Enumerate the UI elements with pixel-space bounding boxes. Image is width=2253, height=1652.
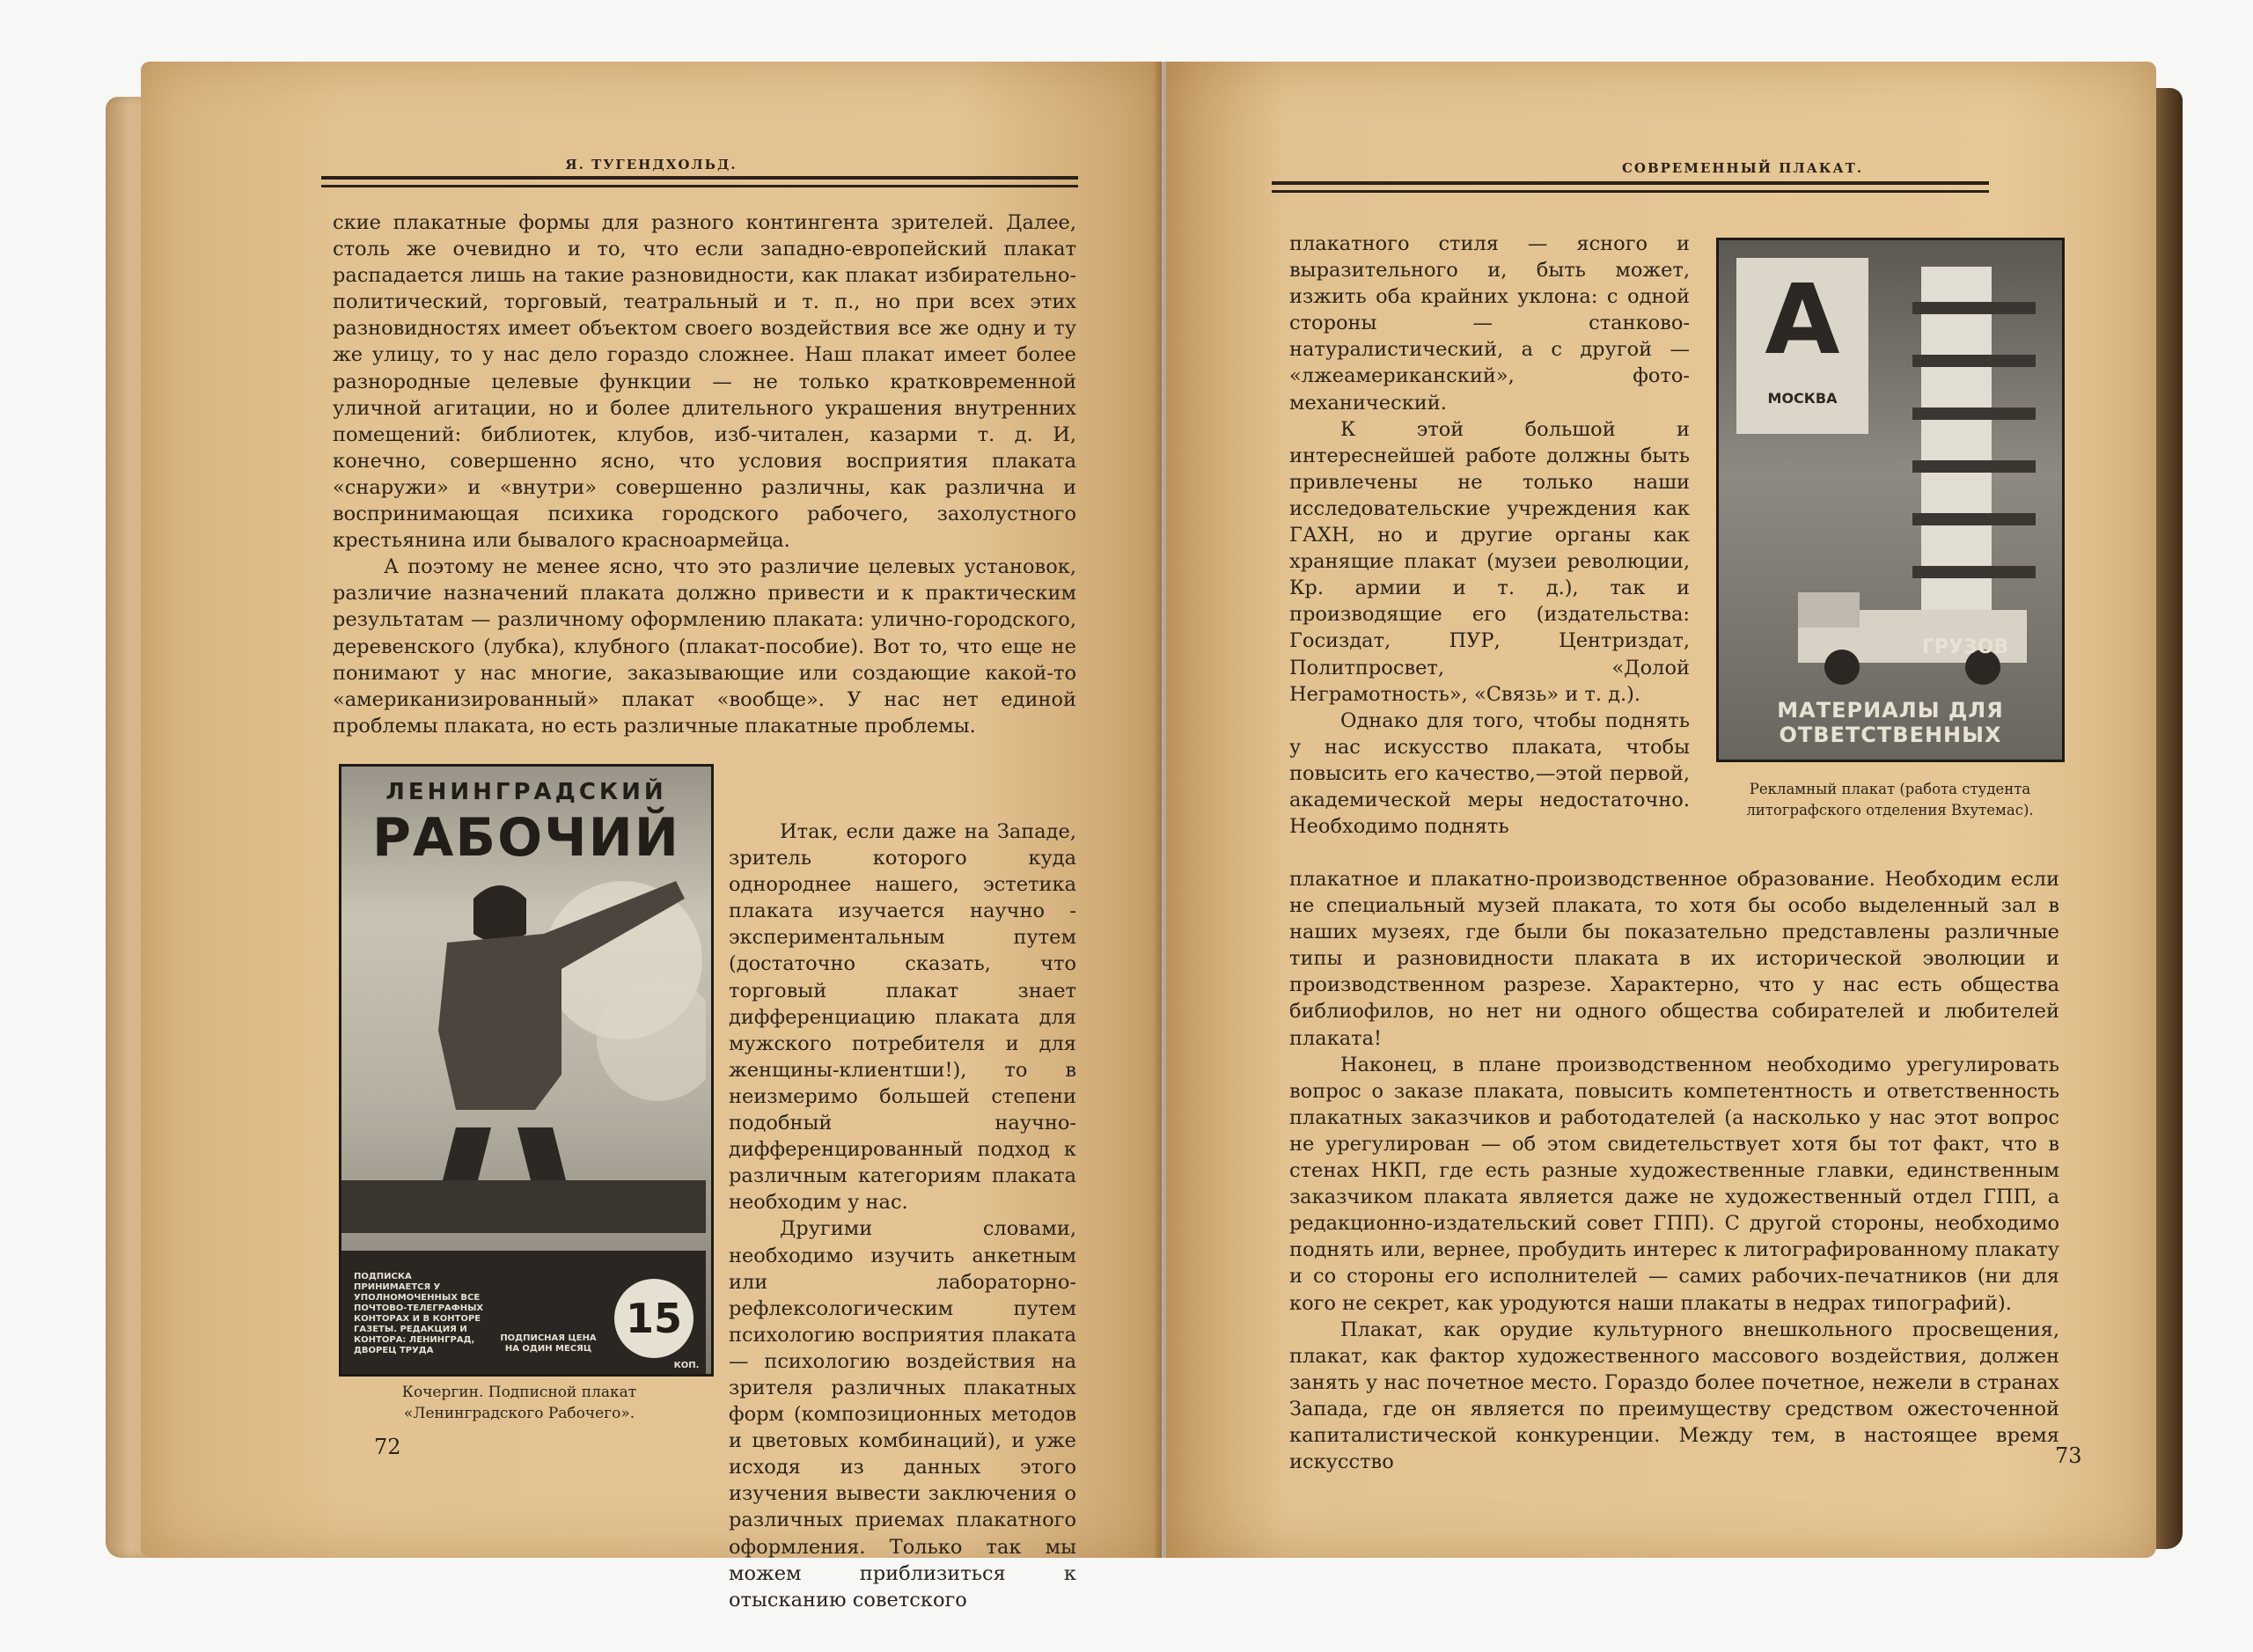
paragraph: Плакат, как орудие культурного внешкольного просвещения, плакат, как фактор художественного массового воздействия, должен занять у нас почетное место. Гораздо более почетное, нежели в странах Запада, где он является по преимуществу средством ожесточенной капиталистической конкуренции. Между тем, в настоящее время искусство	[1289, 1318, 2059, 1474]
poster-subscription-text: ПОДПИСКА ПРИНИМАЕТСЯ У УПОЛНОМОЧЕННЫХ ВСЕ ПОЧТОВО-ТЕЛЕГРАФНЫХ КОНТОРАХ И В КОНТОРЕ ГАЗЕТЫ. РЕДАКЦИЯ И КОНТОРА: ЛЕНИНГРАД, ДВОРЕЦ ТРУДА	[354, 1272, 484, 1355]
poster-price: 15	[625, 1295, 682, 1342]
poster-city: МОСКВА	[1767, 390, 1838, 407]
page-number-left: 72	[374, 1435, 401, 1459]
worker-figure-illustration	[341, 863, 706, 1233]
paragraph: плакатное и плакатно-производственное образование. Необходим если не специальный музей плаката, то хотя бы особо выделенный зал в наших музеях, где были бы показательно представлены различные типы и разновидности плаката в их исторической эволюции и производственном разрезе. Характерно, что у нас есть общества библиофилов, но нет ни одного общества собирателей и любителей плаката!	[1289, 868, 2059, 1050]
poster-vkhutemas-advertising	[1716, 238, 2065, 762]
poster-bottom-text: МАТЕРИАЛЫ ДЛЯ ОТВЕТСТВЕННЫХ	[1777, 698, 2004, 747]
right-page	[1166, 62, 2156, 1558]
left-page	[141, 62, 1162, 1612]
poster-big-letter: А	[1765, 263, 1840, 376]
paragraph: Наконец, в плане производственном необходимо урегулировать вопрос о заказе плаката, повысить компетентность и ответственность плакатных заказчиков и работодателей (а насколько у нас этот вопрос не урегулирован — об этом свидетельствует хотя бы тот факт, что в стенах НКП, где есть разные художественные главки, единственным заказчиком плаката является даже не художественный отдел ГПП, а редакционно-издательский совет ГПП). С другой стороны, необходимо поднять или, вернее, пробудить интерес к литографированному плакату и со стороны его исполнителей — самих рабочих-печатников (ни для кого не секрет, как уродуются наши плакаты в недрах типографий).	[1289, 1053, 2059, 1315]
header-rule-right	[1272, 181, 1989, 193]
right-text-side	[1289, 231, 1690, 840]
poster-leningradsky-rabochy	[339, 764, 714, 1377]
paragraph: плакатного стиля — ясного и выразительного и, быть может, изжить оба крайних уклона: с одной стороны — станково-натуралистический, а с другой — «лжеамериканский», фото-механический.	[1289, 232, 1690, 415]
paragraph: К этой большой и интереснейшей работе должны быть привлечены не только наши исследовательские учреждения как ГАХН, но и другие органы как хранящие плакат (музеи революции, Кр. армии и т. д.), так и производящие его (издательства: Госиздат, ПУР, Центриздат, Политпросвет, «Долой Неграмотность», «Связь» и т. д.).	[1289, 417, 1690, 706]
figure-caption-right: Рекламный плакат (работа студента литографского отделения Вхутемас).	[1746, 781, 2034, 819]
poster-truck-label: ГРУЗОВ	[1921, 636, 2009, 658]
left-text-top	[333, 209, 1076, 739]
paragraph: Итак, если даже на Западе, зритель которого куда однороднее нашего, эстетика плаката изучается научно - экспериментальным путем (достаточно сказать, что торговый плакат знает дифференциацию плаката для мужского потребителя и для женщины-клиентши!), то в неизмеримо большей степени подобный научно-дифференцированный подход к различным категориям плаката необходим у нас.	[729, 820, 1076, 1215]
paragraph: Однако для того, чтобы поднять у нас искусство плаката, чтобы повысить его качество,—этой первой, академической меры недостаточно. Необходимо поднять	[1289, 709, 1690, 839]
figure-caption-left: Кочергин. Подписной плакат «Ленинградского Рабочего».	[401, 1384, 637, 1422]
open-book	[106, 62, 2183, 1611]
running-header-left: Я. ТУГЕНДХОЛЬД.	[565, 157, 738, 173]
paragraph: ские плакатные формы для разного контингента зрителей. Далее, столь же очевидно и то, что если западно-европейский плакат распадается лишь на такие разновидности, как плакат избирательно-политический, торговый, театральный и т. п., но при всех этих разновидностях имеет объектом своего воздействия все же одну и ту же улицу, то у нас дело гораздо сложнее. Наш плакат имеет более разнородные целевые функции — не только кратковременной уличной агитации, но и более длительного украшения внутренних помещений: библиотек, клубов, изб-читален, казарми т. д. И, конечно, совершенно ясно, что условия восприятия плаката «снаружи» и «внутри» совершенно различны, как различна и воспринимающая психика городского рабочего, захолустного крестьянина или бывалого красноармейца.	[333, 211, 1076, 553]
right-text-bottom	[1289, 866, 2059, 1475]
truck-illustration	[1780, 575, 2044, 689]
running-header-right: СОВРЕМЕННЫЙ ПЛАКАТ.	[1621, 160, 1864, 176]
poster-title-line2: РАБОЧИЙ	[371, 807, 681, 869]
page-number-right: 73	[2055, 1443, 2082, 1468]
poster-title-line1: ЛЕНИНГРАДСКИЙ	[385, 779, 667, 805]
left-text-side	[729, 819, 1076, 1613]
paragraph: Другими словами, необходимо изучить анкетным или лабораторно-рефлексологическим путем психологию восприятия плаката — психологию воздействия на зрителя различных плакатных форм (композиционных методов и цветовых комбинаций), и уже исходя из данных этого изучения вывести заключения о различных приемах плакатного оформления. Только так мы можем приблизиться к отысканию советского	[729, 1217, 1076, 1612]
poster-price-label: ПОДПИСНАЯ ЦЕНА НА ОДИН МЕСЯЦ	[500, 1333, 597, 1354]
poster-price-unit: КОП.	[673, 1361, 700, 1370]
header-rule-left	[321, 176, 1078, 187]
paragraph: А поэтому не менее ясно, что это различие целевых установок, различие назначений плаката должно привести и к практическим результатам — различному оформлению плаката: улично-городского, деревенского (лубка), клубного (плакат-пособие). Вот то, что еще не понимают у нас многие, заказывающие или создающие какой-то «американизированный» плакат «вообще». У нас нет единой проблемы плаката, но есть различные плакатные проблемы.	[333, 555, 1076, 738]
